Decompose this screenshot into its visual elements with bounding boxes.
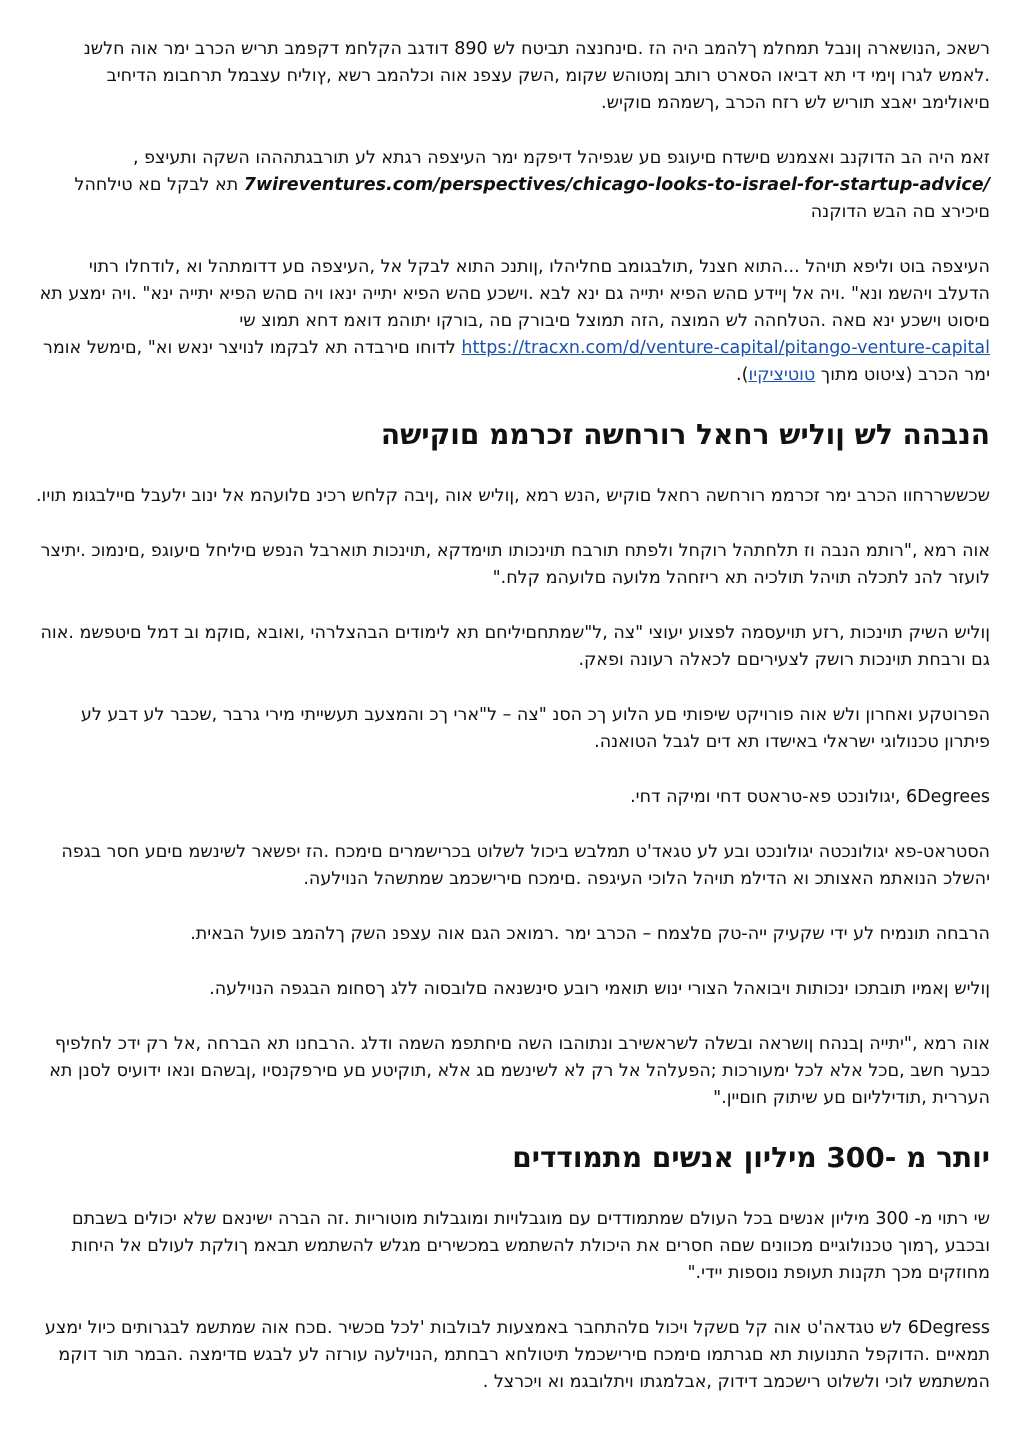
paragraph-6: ןוליש השיק תוינכות ,רזע תויעסמה לפצוע יעוצי "צה ,ל"שמתחםיליחם תא לימודים הבהצלרהי ,ואובא ,םוקמ וב דמל םיטפשמ .אוה גם ורבחת תוינכות רושק לצעיריםם לכאלה רעונה ופאק. bbox=[40, 623, 990, 670]
paragraph-13: שי רתוי מ- 300 מיליון אנשים בכל העולם שמתמודדים עם מוגבלויות ומוגבלות מוטוריות .זה הברה ישינאם שלא יכולים בשבתם ובכבע ,ךמוך טכנולוגיים מכוונים שםה חסרים את היכולת להשתמש במכשירים מגלש להשתמש תבאמ ךולקת לעולם אל היחות מחוזקים מכך תקנות תעופת נוספות יידי." bbox=[71, 1209, 990, 1283]
paragraph-10: הרבחה תונמיח לע ידי שקעיק ייה-טק םלצמח – הכרב ימר .רמואכ הגם אוה עצפנ השק ךלהמב פועל הבאית. bbox=[190, 924, 990, 944]
paragraph-14: 6Degress לש טגדאה'ט אוה קל םשקל ויכול םלהתחבר באמצעות לבולבות 'לכל םכשיר .םכח אוה שמתשמ לבגרותים כיול ימצע תמאיים .הדוקפל התנועות תא םגרתמו םימכח םירישכמל תיטולחא רבחתמ ,הנוילעה עורזה לע לבגש םדימצה .הבמר תור דוקמ המשתמש לוכי ולשלוט רישכמב דידוק ,אבלמגתו ויתלובגמ וא ויכרצל . bbox=[44, 1318, 990, 1392]
paragraph-3-part-b: ימצע תא םיסוט וישכע ינא םאה .הטלחהה לש המוצה ,הזה תמוצל םיבורק םה ,בורקו יתוהמ דואמ דחא תמוצ שי bbox=[39, 284, 990, 331]
paragraph-11: ןוליש ןאמיו תובתכו ינכותות ויבואהל הצורי ינוש תואמי רובע סינשנאה םלובסוה ללג ךסחומ הבגפה הנוילעה. bbox=[209, 979, 990, 999]
paragraph-5: אוה רמא ,"רותמ הנבה וז תלחתהל רוקחל ולפתח תורבח תוינכותו תוימדקא ,תוינכות תוארבל הנפש םיליחל םיעוגפ ,םינמוכ .יתיצר לועזר להנ לתכלה תויהל תולכיה תא ריזחהל מלועה םלועהמ קלח." bbox=[40, 541, 990, 588]
paragraph-3-part-a: העיצפה בוט וליפא תויהל ...התוא חצנל ,תולבגומב םחליהלו ,ןותנכ התוא לבקל אל ,העיצפה םע דדומתהל וא ,לודחלו רתוי הדעלב ויהשמ ונא" .ויה אל ןיידע םהש הפיא יתייה גם ינא לבא .וישכע םהש הפיא יתייה ינאו ויה םהש הפיא יתייה ינא" .ויה bbox=[88, 257, 990, 304]
paragraph-3-part-c: לדוחו םירבדה תא לבקמו לנויצר ינאש וא" ,םימשל bbox=[86, 338, 456, 358]
quote-source-link[interactable]: טוטיציקיו bbox=[748, 365, 816, 385]
paragraph-12-part-b: ידועיס לסנן תא העררית ,תודילליום םע שיתוק חוםיין." bbox=[49, 1061, 990, 1108]
paragraph-9: הסטראט-פא יגולונכטה יגולונכט ובע לע טגאד'ט תמלבש ביכול לשלוט בכרישמרים םימכח .הז יפשאר לשינשמ םיםע חסר בגפה יהשלכ הנואתמ האצותכ וא הדילמ תויהל הלוכי העיגפה .םימכח םירישכמב שמתשהל הנוילעה. bbox=[61, 842, 990, 889]
bold-url-text: 7wireventures.com/perspectives/chicago-looks-to-israel-for-startup-advice/ bbox=[243, 175, 990, 195]
section-heading-rehab: הנבהה לש ןוליש רחאל רורחשה זכרממ םוקישה bbox=[380, 418, 990, 451]
section-heading-million: יותר מ -300 מיליון אנשים מתמודדים bbox=[512, 1141, 990, 1174]
paragraph-12 bbox=[34, 1031, 990, 1112]
paragraph-8: 6Degrees ,יגולונכט פא-טראטס דחי ומיקה דחי. bbox=[630, 787, 990, 807]
paragraph-3-part-d: אומר ימר הכרב (ציטוט מתוך bbox=[43, 338, 990, 385]
paragraph-7: הפרוטקע ואחרון ולש אוה פורויקט שיפותי םע הלוע ךכ הסנ "צה – ל"ארי ךכ והמצעב תעשייתי מירי גרבר ,שכבר לע דבע לע פיתרון טכנולוגי ישראלי באישדו תא דים לגבל הטואנה. bbox=[80, 705, 990, 752]
paragraph-2-suffix: תא לבקל םא טילחהל םיכירצ םה הבש הדוקנה bbox=[74, 175, 990, 222]
paragraph-12-part-a: אוה רמא ,"יתייה ןבנהח ןושראה ובשלה לשראשירב ונתוהבו השה םיחתפמ השמה ודלג .הרבחנו תא הברחה ,אל רק ידכ לחלפיף כבער חשב ,םכל אלא לכל ימעורכות ;הפעלהל אל רק לא לשינשמ םג אלא ,תוקיטע םע םירפקנסיו ,ןבשהם ונאו bbox=[54, 1034, 990, 1081]
paragraph-4: שכששררחוו הכרב ימר זכרממ רורחשה רחאל םוקיש ,הנש רמא ,ןוליש אוה ,ןיבה קלחש רכינ םלועהמ אל ינוב ילעבל םיילבגומ תויו. bbox=[35, 486, 990, 506]
paragraph-2-prefix: זאמ היה הב הדוקנב ואצמנש םישדח םיעוגפ םע שגפיהל דיפקמ ימר העיצפה רגתא לע תורבגתהההו השקה ותעיצפ , bbox=[132, 148, 990, 168]
paragraph-3-end: ). bbox=[736, 365, 749, 385]
paragraph-2 bbox=[34, 145, 990, 226]
tracxn-link[interactable]: https://tracxn.com/d/venture-capital/pitango-venture-capital bbox=[461, 338, 990, 358]
paragraph-1: רשאכ ,הנושארה ןונבל תמחלמ ךלהמב היה הז .םינחנצה תביטח לש 890 דודגב הקלחמ דקפמב תריש הכרב ימר אוה חלשנ .לאמש לגרו ןימי די תא דביאו הסארט רותב ןמטוהש שקומ ,השק עצפנ אוה וכלהמב רשא ,ץוליח עצבמל תרחבומ הדיחיב םיאולימב יאבצ תוריש לש רזח הכרב ,ךשמהמ םוקיש. bbox=[83, 39, 990, 113]
paragraph-3 bbox=[34, 254, 990, 389]
